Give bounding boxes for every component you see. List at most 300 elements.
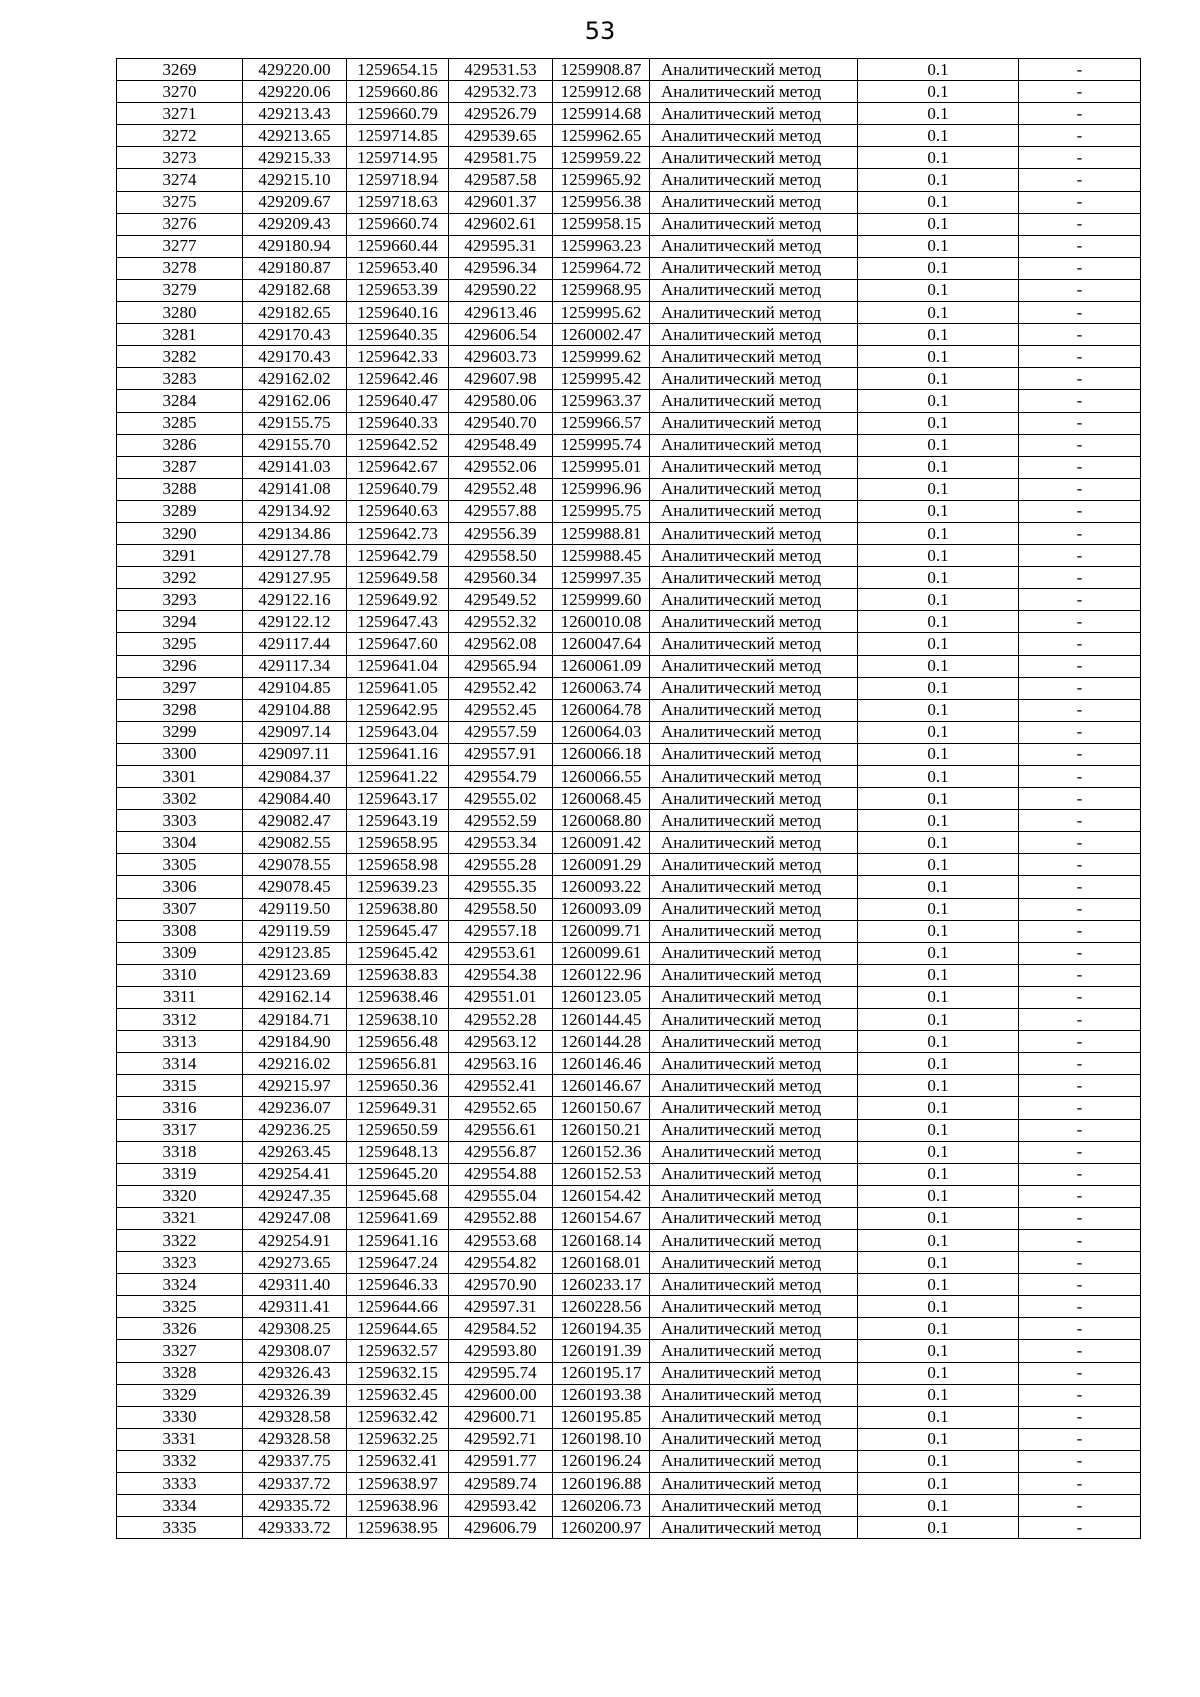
y1-cell: 1259645.42	[347, 942, 449, 964]
x1-cell: 429180.94	[243, 235, 347, 257]
y2-cell: 1259988.81	[553, 522, 650, 544]
accuracy-cell: 0.1	[858, 1428, 1019, 1450]
point-number-cell: 3279	[117, 279, 243, 301]
accuracy-cell: 0.1	[858, 324, 1019, 346]
y1-cell: 1259645.20	[347, 1163, 449, 1185]
point-number-cell: 3313	[117, 1031, 243, 1053]
x2-cell: 429549.52	[449, 589, 553, 611]
x2-cell: 429589.74	[449, 1473, 553, 1495]
point-number-cell: 3296	[117, 655, 243, 677]
x1-cell: 429122.16	[243, 589, 347, 611]
method-cell: Аналитический метод	[650, 302, 858, 324]
method-cell: Аналитический метод	[650, 1009, 858, 1031]
note-cell: -	[1019, 1473, 1141, 1495]
note-cell: -	[1019, 1495, 1141, 1517]
note-cell: -	[1019, 832, 1141, 854]
y1-cell: 1259647.43	[347, 611, 449, 633]
point-number-cell: 3286	[117, 434, 243, 456]
x1-cell: 429078.55	[243, 854, 347, 876]
note-cell: -	[1019, 1296, 1141, 1318]
accuracy-cell: 0.1	[858, 964, 1019, 986]
accuracy-cell: 0.1	[858, 478, 1019, 500]
x1-cell: 429180.87	[243, 257, 347, 279]
point-number-cell: 3332	[117, 1450, 243, 1472]
x1-cell: 429122.12	[243, 611, 347, 633]
point-number-cell: 3283	[117, 368, 243, 390]
point-number-cell: 3335	[117, 1517, 243, 1539]
x1-cell: 429082.47	[243, 810, 347, 832]
y2-cell: 1259956.38	[553, 191, 650, 213]
x1-cell: 429134.86	[243, 522, 347, 544]
y2-cell: 1260233.17	[553, 1274, 650, 1296]
table-row	[117, 898, 1141, 920]
x1-cell: 429170.43	[243, 324, 347, 346]
table-row	[117, 103, 1141, 125]
x2-cell: 429552.28	[449, 1009, 553, 1031]
x2-cell: 429606.79	[449, 1517, 553, 1539]
y1-cell: 1259650.36	[347, 1075, 449, 1097]
note-cell: -	[1019, 854, 1141, 876]
point-number-cell: 3312	[117, 1009, 243, 1031]
note-cell: -	[1019, 810, 1141, 832]
table-row	[117, 699, 1141, 721]
method-cell: Аналитический метод	[650, 257, 858, 279]
y2-cell: 1259908.87	[553, 59, 650, 81]
point-number-cell: 3327	[117, 1340, 243, 1362]
note-cell: -	[1019, 1252, 1141, 1274]
table-row	[117, 1384, 1141, 1406]
method-cell: Аналитический метод	[650, 1318, 858, 1340]
method-cell: Аналитический метод	[650, 1075, 858, 1097]
x1-cell: 429184.71	[243, 1009, 347, 1031]
x1-cell: 429335.72	[243, 1495, 347, 1517]
method-cell: Аналитический метод	[650, 1053, 858, 1075]
x2-cell: 429603.73	[449, 346, 553, 368]
accuracy-cell: 0.1	[858, 1384, 1019, 1406]
table-row	[117, 191, 1141, 213]
y1-cell: 1259656.81	[347, 1053, 449, 1075]
y2-cell: 1260152.53	[553, 1163, 650, 1185]
note-cell: -	[1019, 964, 1141, 986]
note-cell: -	[1019, 125, 1141, 147]
note-cell: -	[1019, 434, 1141, 456]
x1-cell: 429127.78	[243, 545, 347, 567]
table-row	[117, 1097, 1141, 1119]
table-row	[117, 1517, 1141, 1539]
accuracy-cell: 0.1	[858, 942, 1019, 964]
accuracy-cell: 0.1	[858, 1009, 1019, 1031]
y2-cell: 1259995.75	[553, 500, 650, 522]
point-number-cell: 3288	[117, 478, 243, 500]
table-row	[117, 478, 1141, 500]
accuracy-cell: 0.1	[858, 986, 1019, 1008]
x2-cell: 429558.50	[449, 898, 553, 920]
x1-cell: 429326.43	[243, 1362, 347, 1384]
y2-cell: 1260068.45	[553, 788, 650, 810]
method-cell: Аналитический метод	[650, 1450, 858, 1472]
method-cell: Аналитический метод	[650, 81, 858, 103]
table-row	[117, 1009, 1141, 1031]
y1-cell: 1259642.79	[347, 545, 449, 567]
y2-cell: 1260168.14	[553, 1229, 650, 1251]
note-cell: -	[1019, 478, 1141, 500]
y2-cell: 1260198.10	[553, 1428, 650, 1450]
y2-cell: 1260047.64	[553, 633, 650, 655]
x1-cell: 429162.14	[243, 986, 347, 1008]
x2-cell: 429554.79	[449, 766, 553, 788]
method-cell: Аналитический метод	[650, 1229, 858, 1251]
note-cell: -	[1019, 257, 1141, 279]
note-cell: -	[1019, 1318, 1141, 1340]
y1-cell: 1259660.79	[347, 103, 449, 125]
x1-cell: 429215.33	[243, 147, 347, 169]
table-row	[117, 810, 1141, 832]
x1-cell: 429170.43	[243, 346, 347, 368]
accuracy-cell: 0.1	[858, 147, 1019, 169]
table-row	[117, 677, 1141, 699]
method-cell: Аналитический метод	[650, 324, 858, 346]
point-number-cell: 3325	[117, 1296, 243, 1318]
accuracy-cell: 0.1	[858, 1318, 1019, 1340]
point-number-cell: 3300	[117, 743, 243, 765]
x1-cell: 429216.02	[243, 1053, 347, 1075]
point-number-cell: 3275	[117, 191, 243, 213]
x2-cell: 429552.65	[449, 1097, 553, 1119]
x1-cell: 429220.06	[243, 81, 347, 103]
x2-cell: 429556.87	[449, 1141, 553, 1163]
y2-cell: 1260099.61	[553, 942, 650, 964]
table-row	[117, 1207, 1141, 1229]
x2-cell: 429560.34	[449, 567, 553, 589]
point-number-cell: 3306	[117, 876, 243, 898]
accuracy-cell: 0.1	[858, 898, 1019, 920]
table-row	[117, 1252, 1141, 1274]
point-number-cell: 3291	[117, 545, 243, 567]
point-number-cell: 3334	[117, 1495, 243, 1517]
x1-cell: 429236.25	[243, 1119, 347, 1141]
y2-cell: 1260154.42	[553, 1185, 650, 1207]
table-row	[117, 1318, 1141, 1340]
accuracy-cell: 0.1	[858, 103, 1019, 125]
table-row	[117, 854, 1141, 876]
x2-cell: 429570.90	[449, 1274, 553, 1296]
method-cell: Аналитический метод	[650, 125, 858, 147]
accuracy-cell: 0.1	[858, 191, 1019, 213]
table-row	[117, 589, 1141, 611]
method-cell: Аналитический метод	[650, 147, 858, 169]
y2-cell: 1260066.18	[553, 743, 650, 765]
x1-cell: 429155.75	[243, 412, 347, 434]
method-cell: Аналитический метод	[650, 191, 858, 213]
method-cell: Аналитический метод	[650, 766, 858, 788]
note-cell: -	[1019, 766, 1141, 788]
accuracy-cell: 0.1	[858, 81, 1019, 103]
method-cell: Аналитический метод	[650, 1384, 858, 1406]
note-cell: -	[1019, 1428, 1141, 1450]
y2-cell: 1260061.09	[553, 655, 650, 677]
point-number-cell: 3274	[117, 169, 243, 191]
table-row	[117, 169, 1141, 191]
table-row	[117, 368, 1141, 390]
y2-cell: 1260193.38	[553, 1384, 650, 1406]
y1-cell: 1259645.68	[347, 1185, 449, 1207]
y1-cell: 1259638.46	[347, 986, 449, 1008]
x1-cell: 429326.39	[243, 1384, 347, 1406]
y2-cell: 1260194.35	[553, 1318, 650, 1340]
accuracy-cell: 0.1	[858, 1517, 1019, 1539]
x1-cell: 429184.90	[243, 1031, 347, 1053]
x1-cell: 429254.91	[243, 1229, 347, 1251]
y1-cell: 1259644.65	[347, 1318, 449, 1340]
y2-cell: 1260002.47	[553, 324, 650, 346]
y2-cell: 1260191.39	[553, 1340, 650, 1362]
point-number-cell: 3282	[117, 346, 243, 368]
note-cell: -	[1019, 677, 1141, 699]
point-number-cell: 3309	[117, 942, 243, 964]
x1-cell: 429254.41	[243, 1163, 347, 1185]
x1-cell: 429213.43	[243, 103, 347, 125]
y1-cell: 1259640.47	[347, 390, 449, 412]
table-row	[117, 279, 1141, 301]
note-cell: -	[1019, 213, 1141, 235]
accuracy-cell: 0.1	[858, 235, 1019, 257]
note-cell: -	[1019, 500, 1141, 522]
table-row	[117, 1185, 1141, 1207]
note-cell: -	[1019, 1009, 1141, 1031]
y1-cell: 1259656.48	[347, 1031, 449, 1053]
table-row	[117, 611, 1141, 633]
y1-cell: 1259653.39	[347, 279, 449, 301]
accuracy-cell: 0.1	[858, 1119, 1019, 1141]
accuracy-cell: 0.1	[858, 1031, 1019, 1053]
method-cell: Аналитический метод	[650, 1097, 858, 1119]
note-cell: -	[1019, 1384, 1141, 1406]
point-number-cell: 3299	[117, 721, 243, 743]
point-number-cell: 3271	[117, 103, 243, 125]
y1-cell: 1259642.73	[347, 522, 449, 544]
point-number-cell: 3269	[117, 59, 243, 81]
x2-cell: 429539.65	[449, 125, 553, 147]
x1-cell: 429097.11	[243, 743, 347, 765]
table-row	[117, 125, 1141, 147]
x2-cell: 429563.16	[449, 1053, 553, 1075]
point-number-cell: 3331	[117, 1428, 243, 1450]
accuracy-cell: 0.1	[858, 699, 1019, 721]
y1-cell: 1259640.63	[347, 500, 449, 522]
x2-cell: 429557.18	[449, 920, 553, 942]
y2-cell: 1259996.96	[553, 478, 650, 500]
accuracy-cell: 0.1	[858, 1075, 1019, 1097]
x2-cell: 429565.94	[449, 655, 553, 677]
method-cell: Аналитический метод	[650, 1362, 858, 1384]
point-number-cell: 3281	[117, 324, 243, 346]
accuracy-cell: 0.1	[858, 1097, 1019, 1119]
method-cell: Аналитический метод	[650, 346, 858, 368]
accuracy-cell: 0.1	[858, 721, 1019, 743]
x2-cell: 429587.58	[449, 169, 553, 191]
note-cell: -	[1019, 1450, 1141, 1472]
table-row	[117, 346, 1141, 368]
x1-cell: 429084.40	[243, 788, 347, 810]
accuracy-cell: 0.1	[858, 368, 1019, 390]
method-cell: Аналитический метод	[650, 412, 858, 434]
y1-cell: 1259640.79	[347, 478, 449, 500]
y1-cell: 1259641.16	[347, 743, 449, 765]
note-cell: -	[1019, 699, 1141, 721]
point-number-cell: 3311	[117, 986, 243, 1008]
accuracy-cell: 0.1	[858, 545, 1019, 567]
y2-cell: 1260064.78	[553, 699, 650, 721]
method-cell: Аналитический метод	[650, 1185, 858, 1207]
x1-cell: 429182.65	[243, 302, 347, 324]
y2-cell: 1259968.95	[553, 279, 650, 301]
method-cell: Аналитический метод	[650, 810, 858, 832]
note-cell: -	[1019, 103, 1141, 125]
y1-cell: 1259642.33	[347, 346, 449, 368]
y2-cell: 1260196.88	[553, 1473, 650, 1495]
x2-cell: 429552.88	[449, 1207, 553, 1229]
accuracy-cell: 0.1	[858, 589, 1019, 611]
y2-cell: 1259995.62	[553, 302, 650, 324]
note-cell: -	[1019, 1053, 1141, 1075]
point-number-cell: 3287	[117, 456, 243, 478]
x2-cell: 429556.39	[449, 522, 553, 544]
x1-cell: 429273.65	[243, 1252, 347, 1274]
table-row	[117, 1406, 1141, 1428]
note-cell: -	[1019, 1406, 1141, 1428]
point-number-cell: 3284	[117, 390, 243, 412]
y2-cell: 1260146.67	[553, 1075, 650, 1097]
y1-cell: 1259641.05	[347, 677, 449, 699]
table-row	[117, 986, 1141, 1008]
x2-cell: 429552.45	[449, 699, 553, 721]
x1-cell: 429078.45	[243, 876, 347, 898]
x1-cell: 429097.14	[243, 721, 347, 743]
x2-cell: 429593.80	[449, 1340, 553, 1362]
note-cell: -	[1019, 1517, 1141, 1539]
x1-cell: 429215.10	[243, 169, 347, 191]
y2-cell: 1259999.62	[553, 346, 650, 368]
table-row	[117, 324, 1141, 346]
x2-cell: 429554.88	[449, 1163, 553, 1185]
table-row	[117, 655, 1141, 677]
table-row	[117, 545, 1141, 567]
x2-cell: 429600.00	[449, 1384, 553, 1406]
y1-cell: 1259650.59	[347, 1119, 449, 1141]
note-cell: -	[1019, 324, 1141, 346]
table-row	[117, 942, 1141, 964]
y2-cell: 1259914.68	[553, 103, 650, 125]
x2-cell: 429552.06	[449, 456, 553, 478]
method-cell: Аналитический метод	[650, 59, 858, 81]
table-row	[117, 1473, 1141, 1495]
accuracy-cell: 0.1	[858, 1185, 1019, 1207]
point-number-cell: 3301	[117, 766, 243, 788]
accuracy-cell: 0.1	[858, 390, 1019, 412]
y1-cell: 1259632.45	[347, 1384, 449, 1406]
table-row	[117, 213, 1141, 235]
y2-cell: 1260093.09	[553, 898, 650, 920]
x2-cell: 429591.77	[449, 1450, 553, 1472]
method-cell: Аналитический метод	[650, 1207, 858, 1229]
y2-cell: 1259997.35	[553, 567, 650, 589]
point-number-cell: 3326	[117, 1318, 243, 1340]
table-row	[117, 59, 1141, 81]
point-number-cell: 3328	[117, 1362, 243, 1384]
note-cell: -	[1019, 567, 1141, 589]
x1-cell: 429119.50	[243, 898, 347, 920]
y2-cell: 1259999.60	[553, 589, 650, 611]
table-row	[117, 1450, 1141, 1472]
y1-cell: 1259654.15	[347, 59, 449, 81]
y2-cell: 1259959.22	[553, 147, 650, 169]
y1-cell: 1259641.16	[347, 1229, 449, 1251]
table-row	[117, 766, 1141, 788]
x1-cell: 429220.00	[243, 59, 347, 81]
x1-cell: 429141.03	[243, 456, 347, 478]
point-number-cell: 3329	[117, 1384, 243, 1406]
table-row	[117, 1340, 1141, 1362]
method-cell: Аналитический метод	[650, 611, 858, 633]
accuracy-cell: 0.1	[858, 1163, 1019, 1185]
x1-cell: 429162.06	[243, 390, 347, 412]
note-cell: -	[1019, 1274, 1141, 1296]
method-cell: Аналитический метод	[650, 279, 858, 301]
y1-cell: 1259632.41	[347, 1450, 449, 1472]
table-row	[117, 434, 1141, 456]
note-cell: -	[1019, 456, 1141, 478]
note-cell: -	[1019, 986, 1141, 1008]
x1-cell: 429247.08	[243, 1207, 347, 1229]
y2-cell: 1260063.74	[553, 677, 650, 699]
x2-cell: 429551.01	[449, 986, 553, 1008]
method-cell: Аналитический метод	[650, 677, 858, 699]
accuracy-cell: 0.1	[858, 633, 1019, 655]
y2-cell: 1259966.57	[553, 412, 650, 434]
point-number-cell: 3308	[117, 920, 243, 942]
table-row	[117, 302, 1141, 324]
y1-cell: 1259653.40	[347, 257, 449, 279]
method-cell: Аналитический метод	[650, 743, 858, 765]
accuracy-cell: 0.1	[858, 500, 1019, 522]
x2-cell: 429554.38	[449, 964, 553, 986]
x2-cell: 429613.46	[449, 302, 553, 324]
table-row	[117, 1362, 1141, 1384]
note-cell: -	[1019, 743, 1141, 765]
note-cell: -	[1019, 633, 1141, 655]
note-cell: -	[1019, 1031, 1141, 1053]
point-number-cell: 3298	[117, 699, 243, 721]
table-row	[117, 500, 1141, 522]
table-row	[117, 456, 1141, 478]
point-number-cell: 3277	[117, 235, 243, 257]
y1-cell: 1259660.44	[347, 235, 449, 257]
point-number-cell: 3290	[117, 522, 243, 544]
point-number-cell: 3278	[117, 257, 243, 279]
point-number-cell: 3297	[117, 677, 243, 699]
point-number-cell: 3289	[117, 500, 243, 522]
x2-cell: 429555.35	[449, 876, 553, 898]
note-cell: -	[1019, 920, 1141, 942]
table-row	[117, 721, 1141, 743]
note-cell: -	[1019, 147, 1141, 169]
method-cell: Аналитический метод	[650, 522, 858, 544]
y1-cell: 1259644.66	[347, 1296, 449, 1318]
y1-cell: 1259641.69	[347, 1207, 449, 1229]
y1-cell: 1259658.95	[347, 832, 449, 854]
y2-cell: 1260066.55	[553, 766, 650, 788]
y2-cell: 1260091.42	[553, 832, 650, 854]
